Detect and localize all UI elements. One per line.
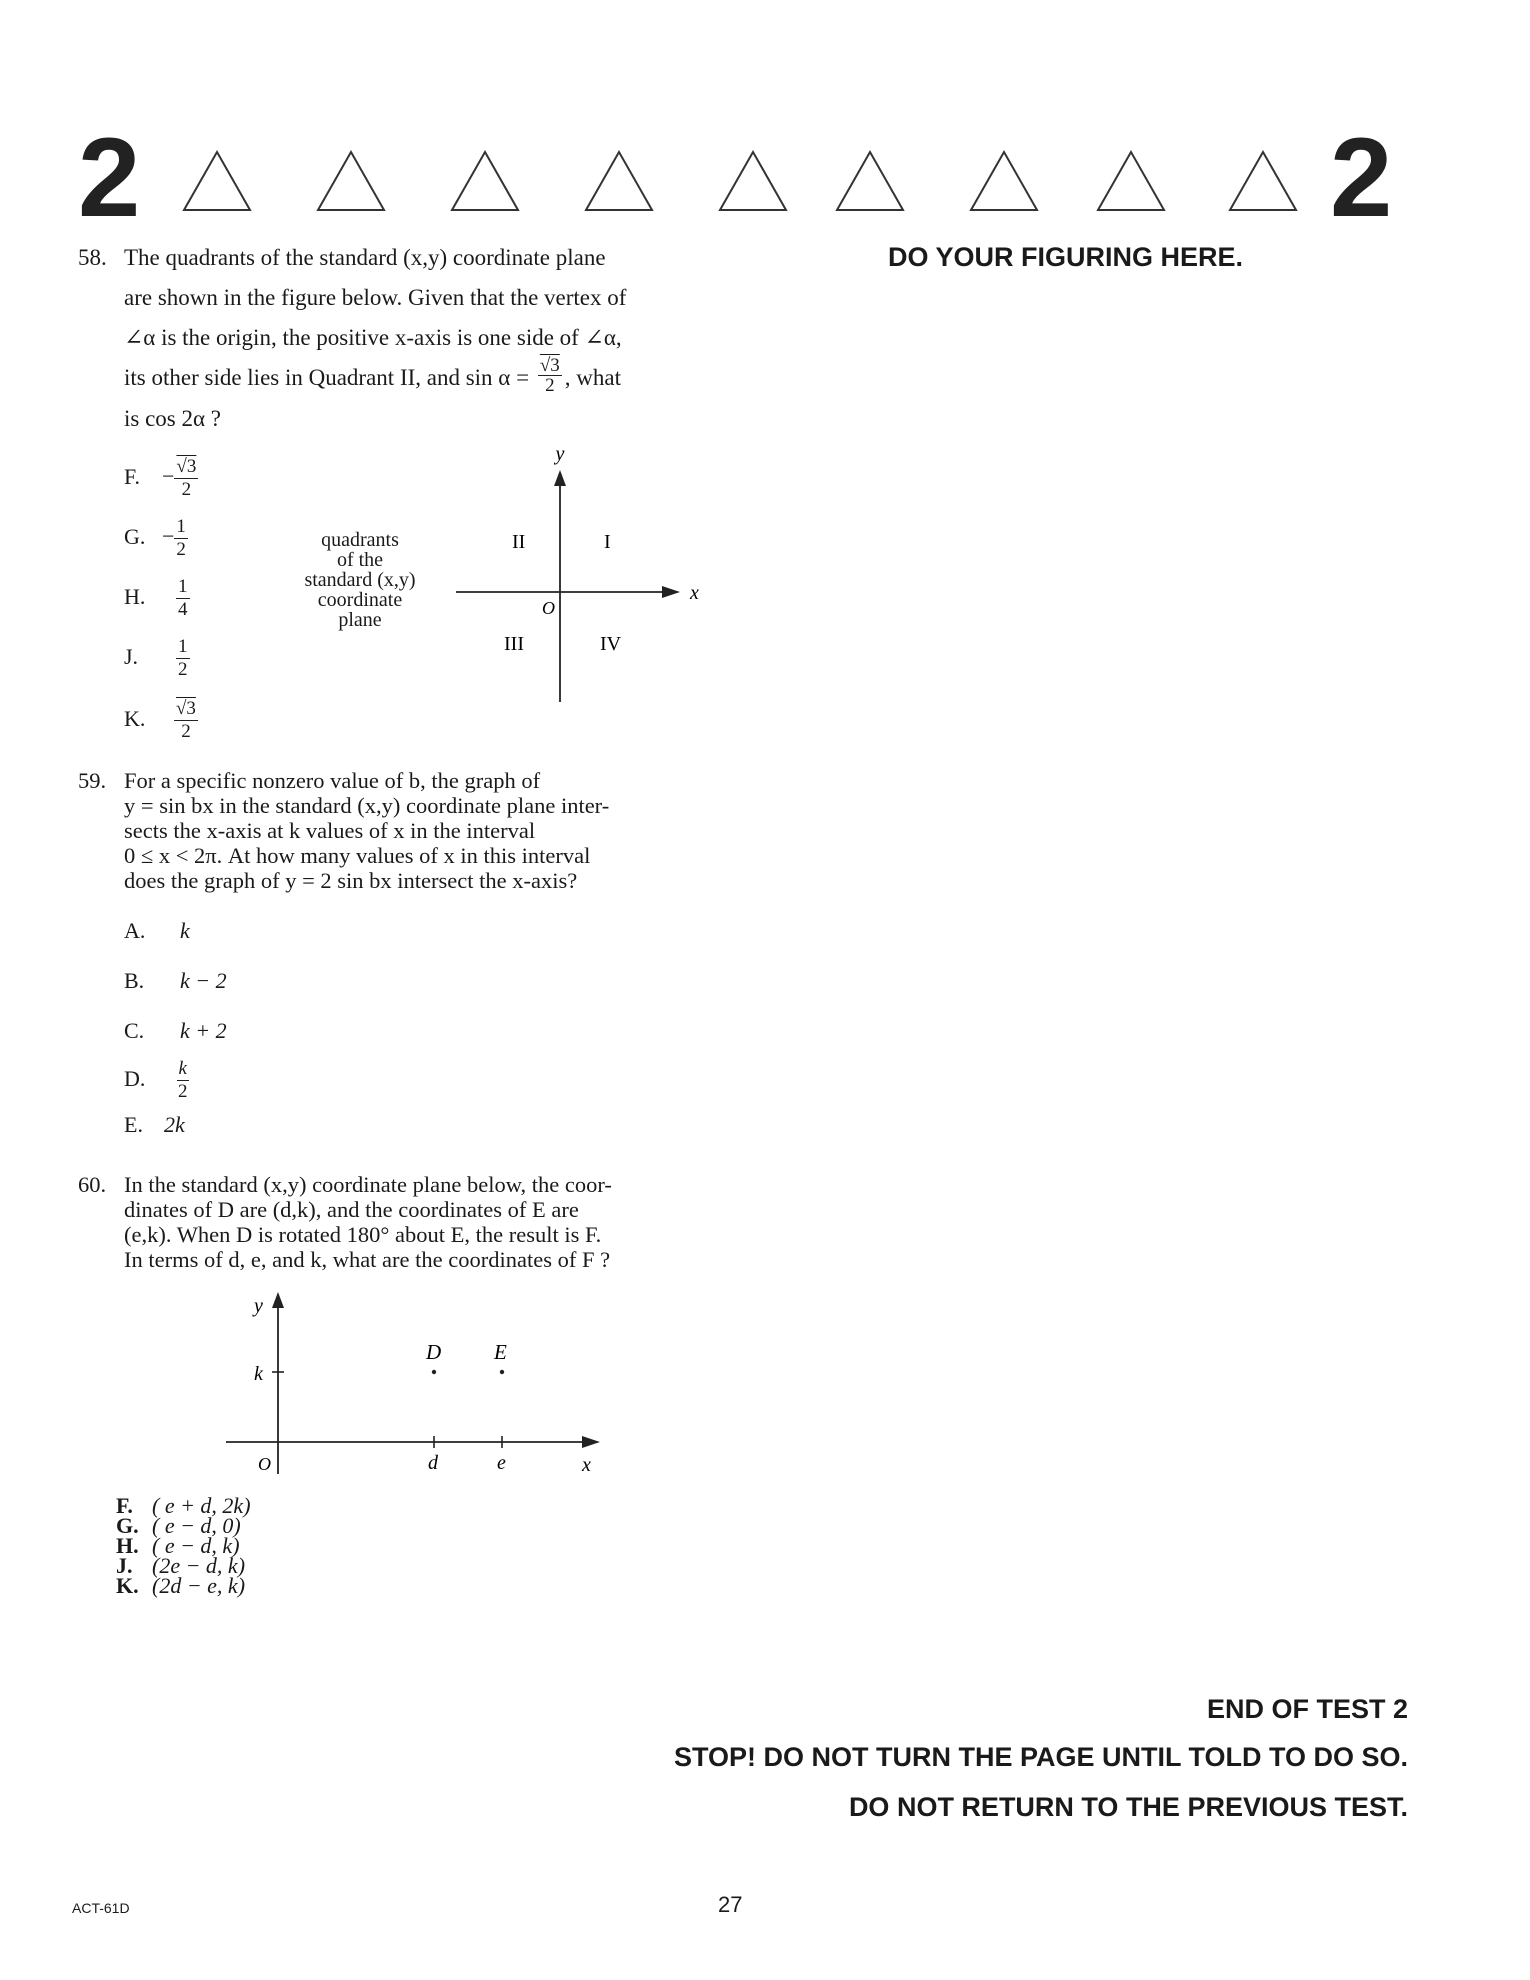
fraction-numerator: 1 <box>176 516 186 537</box>
option-text: k + 2 <box>180 1018 227 1043</box>
rotation-figure <box>210 1280 630 1490</box>
option-label: G. <box>116 1513 139 1538</box>
point-d <box>432 1370 436 1374</box>
quadrant-label: IV <box>600 633 622 655</box>
q60-options <box>116 1493 251 1598</box>
option-fraction <box>176 1058 190 1103</box>
point-e <box>500 1370 504 1374</box>
x-axis-label: x <box>582 1454 591 1476</box>
option-text: ( e − d, k) <box>152 1533 240 1558</box>
option-fraction <box>174 516 188 561</box>
fraction-denominator: 2 <box>178 1081 188 1102</box>
quadrant-label: III <box>504 633 524 655</box>
triangle-icon <box>318 152 384 210</box>
triangle-icon <box>1098 152 1164 210</box>
origin-label: O <box>542 598 555 618</box>
return-notice: DO NOT RETURN TO THE PREVIOUS TEST. <box>848 1792 1408 1822</box>
q59-option-b[interactable] <box>124 968 227 994</box>
option-label: K. <box>124 705 146 731</box>
k-label: k <box>254 1363 263 1385</box>
triangle-icon <box>184 152 250 210</box>
q60-option-k[interactable] <box>116 1573 251 1598</box>
fraction-denominator: 4 <box>178 599 188 620</box>
option-fraction <box>174 698 198 743</box>
option-text: (2e − d, k) <box>152 1553 246 1578</box>
figuring-label: DO YOUR FIGURING HERE. <box>888 242 1244 272</box>
q59-line: does the graph of y = 2 sin bx intersect the x-axis? <box>124 868 578 893</box>
triangle-icon <box>971 152 1037 210</box>
question-60-number: 60. <box>78 1172 107 1197</box>
option-label: E. <box>124 1112 143 1137</box>
option-label: H. <box>124 583 146 609</box>
q59-option-a[interactable] <box>124 918 190 944</box>
triangle-icon <box>586 152 652 210</box>
q58-line: is cos 2α ? <box>124 406 222 432</box>
caption-line: standard (x,y) <box>304 569 416 591</box>
quadrants-figure <box>440 440 720 710</box>
q58-option-k[interactable] <box>124 698 198 743</box>
q59-line: 0 ≤ x < 2π. At how many values of x in this interval <box>124 843 591 868</box>
y-axis-label: y <box>555 443 565 465</box>
section-number-right: 2 <box>1330 115 1393 240</box>
q58-line4-start: its other side lies in Quadrant II, and sin α = <box>124 365 530 390</box>
fraction-denominator: 2 <box>176 539 186 560</box>
sin-value-fraction <box>538 356 562 395</box>
point-e-label: E <box>494 1340 507 1364</box>
x-axis-arrow-icon <box>662 586 680 598</box>
q58-option-j[interactable] <box>124 636 190 681</box>
option-label: B. <box>124 968 145 993</box>
fraction-denominator: 2 <box>178 659 188 680</box>
option-label: H. <box>116 1533 139 1558</box>
q58-line: are shown in the figure below. Given that the vertex of <box>124 285 627 310</box>
triangle-icon <box>1230 152 1296 210</box>
fraction-numerator: 1 <box>178 576 188 597</box>
caption-line: plane <box>338 609 382 631</box>
option-text: (2d − e, k) <box>152 1573 246 1598</box>
triangle-icon <box>452 152 518 210</box>
q59-line: sects the x-axis at k values of x in the interval <box>124 818 536 843</box>
option-fraction <box>174 456 198 501</box>
stop-notice: STOP! DO NOT TURN THE PAGE UNTIL TOLD TO DO SO. <box>673 1742 1408 1772</box>
option-text: k <box>180 918 190 943</box>
y-axis-arrow-icon <box>554 470 566 486</box>
option-text: ( e − d, 0) <box>152 1513 241 1538</box>
e-tick-label: e <box>497 1452 506 1474</box>
caption-line: coordinate <box>317 589 403 611</box>
fraction-denominator: 2 <box>545 375 555 397</box>
triangle-row <box>170 148 1320 218</box>
q60-line: dinates of D are (d,k), and the coordinates of E are <box>124 1197 579 1222</box>
x-axis-arrow-icon <box>582 1436 600 1448</box>
quadrant-label: I <box>604 531 611 553</box>
origin-label: O <box>258 1454 271 1474</box>
option-label: F. <box>124 463 140 489</box>
page-number: 27 <box>718 1892 743 1917</box>
fraction-numerator: 1 <box>178 636 188 657</box>
d-tick-label: d <box>428 1452 438 1474</box>
q59-line: For a specific nonzero value of b, the graph of <box>124 768 541 793</box>
fraction-numerator: k <box>178 1058 187 1079</box>
end-of-test: END OF TEST 2 <box>1206 1694 1408 1724</box>
q58-line4-end: , what <box>564 365 621 390</box>
caption-line: of the <box>336 549 384 571</box>
question-58-stem <box>124 238 724 439</box>
option-sign: − <box>162 463 175 489</box>
option-label: K. <box>116 1573 139 1598</box>
fraction-denominator: 2 <box>181 721 191 742</box>
fraction-numerator: √3 <box>176 698 196 719</box>
point-d-label: D <box>426 1340 442 1364</box>
q58-line <box>124 355 724 399</box>
option-fraction <box>176 576 190 621</box>
q59-option-d[interactable] <box>124 1058 190 1103</box>
question-59-number: 59. <box>78 768 107 793</box>
caption-line: quadrants <box>321 529 399 551</box>
q58-line: ∠α is the origin, the positive x-axis is one side of ∠α, <box>124 325 622 350</box>
q60-line: In terms of d, e, and k, what are the coordinates of F ? <box>124 1247 611 1272</box>
option-sign: − <box>162 523 175 549</box>
option-text: k − 2 <box>180 968 227 993</box>
question-60-stem <box>124 1172 708 1272</box>
option-label: A. <box>124 918 146 943</box>
option-text: ( e + d, 2k) <box>152 1493 251 1518</box>
q58-option-g[interactable] <box>124 516 188 561</box>
q58-option-h[interactable] <box>124 576 190 621</box>
q59-line: y = sin bx in the standard (x,y) coordinate plane inter- <box>124 793 610 818</box>
fraction-numerator: √3 <box>539 355 560 377</box>
quadrant-label: II <box>512 531 526 553</box>
y-axis-label: y <box>254 1295 263 1317</box>
question-59-stem <box>124 768 710 893</box>
q58-figure-caption <box>280 530 440 630</box>
option-label: C. <box>124 1018 145 1043</box>
triangle-icon <box>720 152 786 210</box>
q58-line: The quadrants of the standard (x,y) coordinate plane <box>124 245 606 270</box>
question-58-number: 58. <box>78 245 107 270</box>
option-text: 2k <box>164 1112 185 1137</box>
fraction-numerator: √3 <box>176 456 197 477</box>
option-label: F. <box>116 1493 133 1518</box>
y-axis-arrow-icon <box>272 1292 284 1308</box>
q59-option-e[interactable] <box>124 1112 185 1138</box>
q59-option-c[interactable] <box>124 1018 227 1044</box>
option-label: J. <box>116 1553 133 1578</box>
option-fraction <box>176 636 190 681</box>
option-label: G. <box>124 523 146 549</box>
option-label: D. <box>124 1065 146 1091</box>
fraction-denominator: 2 <box>181 479 192 500</box>
q60-line: In the standard (x,y) coordinate plane below, the coor- <box>124 1172 612 1197</box>
triangle-icon <box>837 152 903 210</box>
form-code: ACT-61D <box>72 1900 130 1916</box>
option-label: J. <box>124 643 139 669</box>
q60-line: (e,k). When D is rotated 180° about E, the result is F. <box>124 1222 602 1247</box>
x-axis-label: x <box>690 582 699 604</box>
section-number-left: 2 <box>78 115 141 240</box>
q58-option-f[interactable] <box>124 456 198 501</box>
